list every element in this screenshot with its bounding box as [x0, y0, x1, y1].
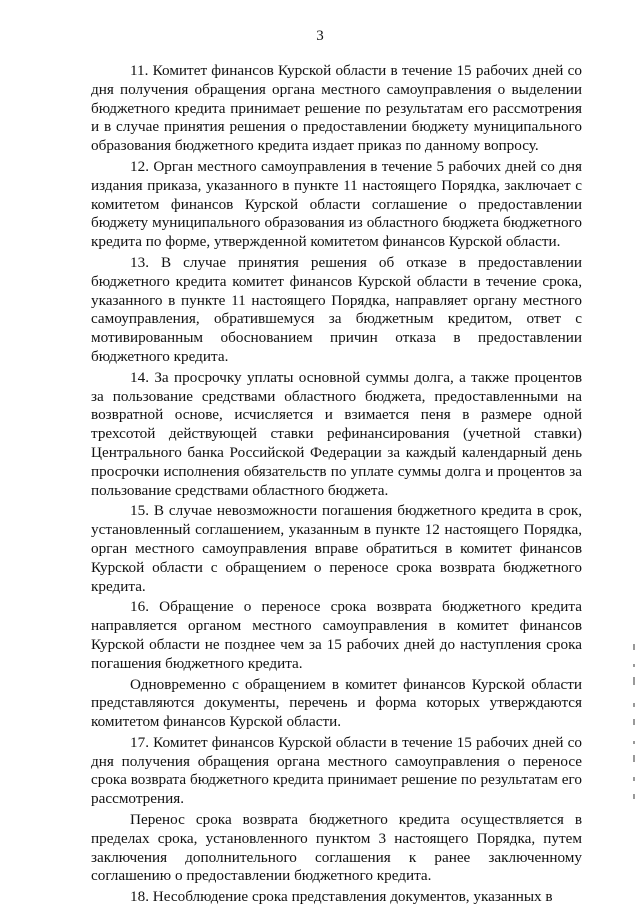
paragraph-16: 16. Обращение о переносе срока возврата бюджетного кредита направляется органом местного самоуправления в комитет финансов Курской области не позднее чем за 15 рабочих дней до наступления срока погашения бюджетного кредита. [91, 598, 582, 672]
paragraph-13: 13. В случае принятия решения об отказе в предоставлении бюджетного кредита комитет финансов Курской области в течение срока, указанного в пункте 11 настоящего Порядка, направляет органу местного самоуправления, обратившемуся за бюджетным кредитом, ответ с мотивированным обоснованием причин отказа в предоставлении бюджетного кредита. [91, 253, 582, 365]
paragraph-15: 15. В случае невозможности погашения бюджетного кредита в срок, установленный соглашением, указанным в пункте 12 настоящего Порядка, орган местного самоуправления вправе обратиться в комитет финансов Курской области с обращением о переносе срока возврата бюджетного кредита. [91, 502, 582, 595]
paragraph-12: 12. Орган местного самоуправления в течение 5 рабочих дней со дня издания приказа, указанного в пункте 11 настоящего Порядка, заключает с комитетом финансов Курской области соглашение о предоставлении бюджету муниципального образования из областного бюджета бюджетного кредита по форме, утвержденной комитетом финансов Курской области. [91, 157, 582, 251]
paragraph-11: 11. Комитет финансов Курской области в течение 15 рабочих дней со дня получения обращения органа местного самоуправления о выделении бюджетного кредита принимает решение по результатам его рассмотрения и в случае принятия решения о предоставлении бюджету муниципального образования бюджетного кредита издает приказ по данному вопросу. [91, 62, 582, 155]
paragraph-17-continued: Перенос срока возврата бюджетного кредита осуществляется в пределах срока, установленного пунктом 3 настоящего Порядка, путем заключения дополнительного соглашения к ранее заключенному соглашению о предоставлении бюджетного кредита. [91, 811, 582, 885]
page-number: 3 [316, 28, 324, 44]
paragraph-14: 14. За просрочку уплаты основной суммы долга, а также процентов за пользование средствами областного бюджета, предоставленными на возвратной основе, исчисляется и взимается пеня в размере одной трехсотой действующей ставки рефинансирования (учетной ставки) Центрального банка Российской Федерации за каждый календарный день просрочки исполнения обязательств по уплате суммы долга и процентов за пользование средствами областного бюджета. [91, 368, 582, 499]
scan-edge-mark [628, 640, 638, 890]
paragraph-18: 18. Несоблюдение срока представления документов, указанных в [130, 888, 553, 906]
paragraph-16-continued: Одновременно с обращением в комитет финансов Курской области представляются документы, перечень и форма которых утверждаются комитетом финансов Курской области. [91, 675, 582, 731]
document-body [91, 62, 582, 907]
paragraph-17: 17. Комитет финансов Курской области в течение 15 рабочих дней со дня получения обращения органа местного самоуправления о переносе срока возврата бюджетного кредита принимает решение по результатам его рассмотрения. [91, 733, 582, 808]
